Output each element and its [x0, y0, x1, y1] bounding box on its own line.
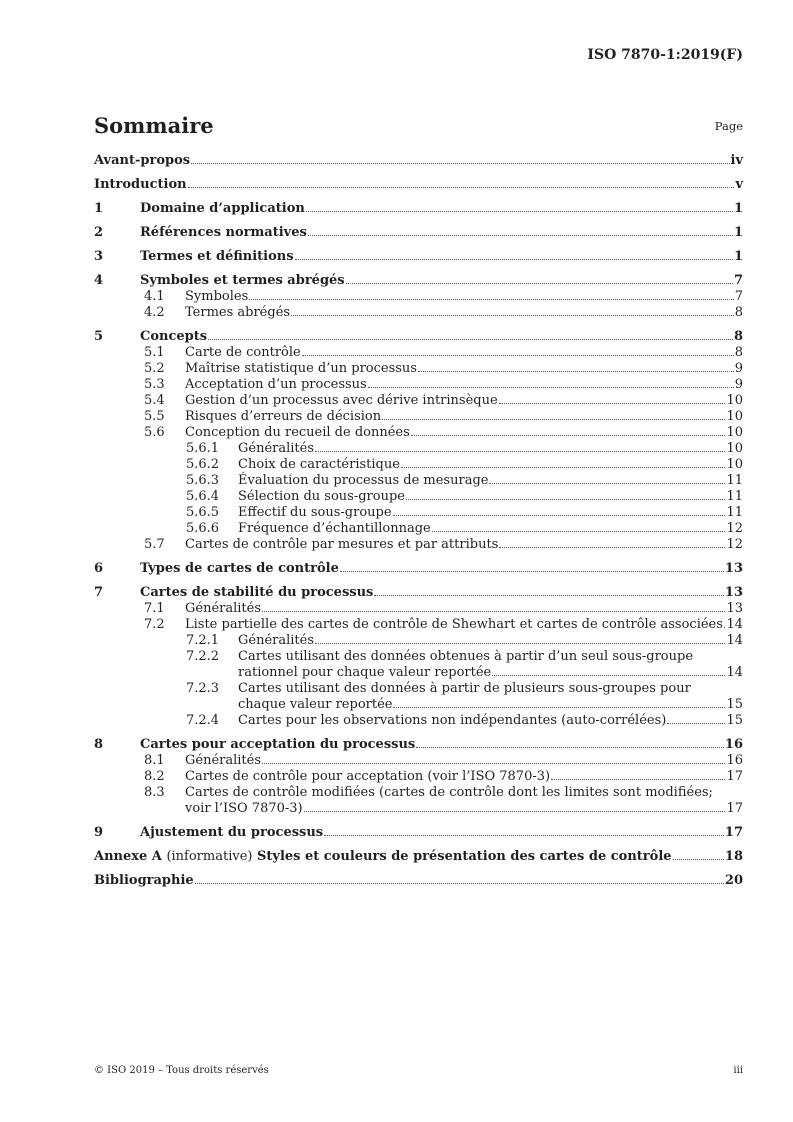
- toc-entry-text: Domaine d’application: [140, 201, 305, 216]
- toc-page-number: 11: [726, 505, 743, 520]
- toc-section-number: 5.5: [144, 409, 165, 424]
- dot-leader: [416, 747, 724, 748]
- toc-section-number: 5.6.2: [186, 457, 220, 472]
- toc-section-number: 2: [94, 225, 104, 240]
- dot-leader: [249, 299, 733, 300]
- toc-entry-text: Cartes pour acceptation du processus: [140, 737, 416, 752]
- dot-leader: [262, 763, 725, 764]
- dot-leader: [324, 835, 724, 836]
- toc-entry-text: Références normatives: [140, 225, 307, 240]
- toc-entry-7-2-1[interactable]: [94, 633, 743, 649]
- toc-section-number: 4.1: [144, 289, 165, 304]
- toc-page-number: 10: [726, 457, 743, 472]
- toc-entry-4-2[interactable]: [94, 305, 743, 321]
- toc-page-number: 10: [726, 393, 743, 408]
- toc-entry-text: Types de cartes de contrôle: [140, 561, 339, 576]
- page-column-label: Page: [714, 119, 743, 133]
- toc-section-number: 8.3: [144, 785, 165, 800]
- footer-copyright: © ISO 2019 – Tous droits réservés: [94, 1065, 269, 1076]
- toc-entry-text: Cartes pour les observations non indépendantes (auto-corrélées): [238, 713, 667, 728]
- toc-section-number: 8: [94, 737, 104, 752]
- dot-leader: [382, 419, 725, 420]
- toc-entry-text-line2: chaque valeur reportée: [238, 697, 393, 712]
- toc-entry-text: Termes abrégés: [185, 305, 291, 320]
- dot-leader: [315, 451, 725, 452]
- annex-label: Annexe A: [94, 849, 162, 864]
- dot-leader: [291, 315, 734, 316]
- toc-entry-7-2-3[interactable]: [94, 681, 743, 713]
- toc-entry-text: Généralités: [185, 601, 262, 616]
- annex-informative: (informative): [166, 849, 253, 864]
- toc-section-number: 7.2.4: [186, 713, 220, 728]
- toc-entry-7-1[interactable]: [94, 601, 743, 617]
- dot-leader: [551, 779, 725, 780]
- dot-leader: [489, 483, 725, 484]
- toc-entry-text: Généralités: [238, 633, 315, 648]
- dot-leader: [418, 371, 734, 372]
- toc-entry-section-7[interactable]: [94, 585, 743, 601]
- toc-entry-text: Bibliographie: [94, 873, 194, 888]
- toc-entry-text: Généralités: [185, 753, 262, 768]
- toc-section-number: 5.6.5: [186, 505, 220, 520]
- dot-leader: [432, 531, 726, 532]
- toc-entry-section-5[interactable]: [94, 329, 743, 345]
- toc-entry-text: Sélection du sous-groupe: [238, 489, 405, 504]
- toc-page-number: 20: [724, 873, 743, 888]
- toc-entry-text: Évaluation du processus de mesurage: [238, 473, 489, 488]
- toc-section-number: 5.6.4: [186, 489, 220, 504]
- toc-entry-bibliographie[interactable]: [94, 873, 743, 889]
- page-title: Sommaire: [94, 113, 214, 138]
- toc-section-number: 5.1: [144, 345, 165, 360]
- dot-leader: [304, 811, 726, 812]
- toc-section-number: 5.3: [144, 377, 165, 392]
- dot-leader: [315, 643, 725, 644]
- toc-entry-text: Maîtrise statistique d’un processus: [185, 361, 417, 376]
- toc-page-number: 1: [733, 201, 743, 216]
- toc-entry-5-6-6[interactable]: [94, 521, 743, 537]
- toc-page-number: 13: [726, 601, 743, 616]
- toc-entry-8-1[interactable]: [94, 753, 743, 769]
- toc-entry-text: Symboles: [185, 289, 249, 304]
- toc-entry-7-2[interactable]: [94, 617, 743, 633]
- dot-leader: [262, 611, 725, 612]
- toc-entry-text: Liste partielle des cartes de contrôle de Shewhart et cartes de contrôle associées: [185, 617, 723, 632]
- dot-leader: [411, 435, 726, 436]
- dot-leader: [673, 859, 724, 860]
- toc-page-number: 12: [726, 537, 743, 552]
- dot-leader: [340, 571, 724, 572]
- toc-section-number: 6: [94, 561, 104, 576]
- toc-section-number: 8.1: [144, 753, 165, 768]
- toc-page-number: 18: [724, 849, 743, 864]
- toc-entry-text-line2: rationnel pour chaque valeur reportée: [238, 665, 492, 680]
- table-of-contents: [94, 153, 743, 889]
- toc-page-number: 14: [726, 633, 743, 648]
- toc-page-number: iv: [730, 153, 743, 168]
- toc-entry-5-1[interactable]: [94, 345, 743, 361]
- toc-entry-5-2[interactable]: [94, 361, 743, 377]
- toc-entry-5-6[interactable]: [94, 425, 743, 441]
- dot-leader: [499, 547, 725, 548]
- toc-page-number: 8: [733, 329, 743, 344]
- toc-section-number: 7.2: [144, 617, 165, 632]
- toc-entry-section-3[interactable]: [94, 249, 743, 265]
- toc-section-number: 1: [94, 201, 104, 216]
- toc-entry-section-4[interactable]: [94, 273, 743, 289]
- dot-leader: [295, 259, 733, 260]
- toc-entry-7-2-4[interactable]: [94, 713, 743, 729]
- footer-page-number: iii: [733, 1065, 743, 1076]
- toc-entry-text: Gestion d’un processus avec dérive intrinsèque: [185, 393, 498, 408]
- toc-page-number: 1: [733, 249, 743, 264]
- toc-page-number: 17: [726, 801, 743, 816]
- toc-section-number: 4.2: [144, 305, 165, 320]
- toc-page-number: 7: [734, 289, 743, 304]
- toc-page-number: 16: [724, 737, 743, 752]
- toc-page-number: 17: [726, 769, 743, 784]
- toc-entry-5-6-4[interactable]: [94, 489, 743, 505]
- toc-entry-5-7[interactable]: [94, 537, 743, 553]
- toc-entry-section-8[interactable]: [94, 737, 743, 753]
- toc-entry-text-line1: Cartes de contrôle modifiées (cartes de contrôle dont les limites sont modifiées;: [185, 785, 713, 800]
- toc-entry-8-2[interactable]: [94, 769, 743, 785]
- toc-entry-section-9[interactable]: [94, 825, 743, 841]
- toc-page-number: 7: [733, 273, 743, 288]
- toc-entry-5-4[interactable]: [94, 393, 743, 409]
- toc-section-number: 5.6.6: [186, 521, 220, 536]
- toc-entry-text: Termes et définitions: [140, 249, 294, 264]
- toc-page-number: 15: [726, 697, 743, 712]
- toc-section-number: 5.6.3: [186, 473, 220, 488]
- toc-page-number: 11: [726, 489, 743, 504]
- dot-leader: [191, 163, 729, 164]
- toc-entry-5-3[interactable]: [94, 377, 743, 393]
- dot-leader: [401, 467, 726, 468]
- toc-page-number: 12: [726, 521, 743, 536]
- toc-entry-introduction[interactable]: [94, 177, 743, 193]
- dot-leader: [492, 675, 725, 676]
- toc-page-number: 16: [726, 753, 743, 768]
- toc-page-number: 9: [734, 361, 743, 376]
- toc-page-number: 14: [726, 617, 743, 632]
- toc-entry-text: Acceptation d’un processus: [185, 377, 367, 392]
- toc-entry-text: Cartes de stabilité du processus: [140, 585, 374, 600]
- dot-leader: [406, 499, 725, 500]
- toc-entry-text: Choix de caractéristique: [238, 457, 400, 472]
- toc-section-number: 5.6.1: [186, 441, 220, 456]
- toc-entry-annex-a[interactable]: [94, 849, 743, 865]
- toc-page-number: 15: [726, 713, 743, 728]
- toc-entry-section-6[interactable]: [94, 561, 743, 577]
- toc-section-number: 5.6: [144, 425, 165, 440]
- toc-entry-5-6-2[interactable]: [94, 457, 743, 473]
- document-id: ISO 7870-1:2019(F): [587, 47, 743, 63]
- toc-entry-text: Cartes de contrôle par mesures et par attributs: [185, 537, 499, 552]
- toc-entry-text: Conception du recueil de données: [185, 425, 410, 440]
- toc-section-number: 8.2: [144, 769, 165, 784]
- dot-leader: [368, 387, 734, 388]
- toc-section-number: 5.4: [144, 393, 165, 408]
- toc-section-number: 3: [94, 249, 104, 264]
- toc-page-number: 10: [726, 409, 743, 424]
- toc-section-number: 5.2: [144, 361, 165, 376]
- toc-page-number: 14: [726, 665, 743, 680]
- toc-page-number: 13: [724, 561, 743, 576]
- dot-leader: [188, 187, 735, 188]
- toc-section-number: 7.1: [144, 601, 165, 616]
- dot-leader: [306, 211, 733, 212]
- toc-section-number: 5: [94, 329, 104, 344]
- toc-entry-text-line1: Cartes utilisant des données obtenues à partir d’un seul sous-groupe: [238, 649, 694, 664]
- dot-leader: [346, 283, 733, 284]
- toc-entry-text: Fréquence d’échantillonnage: [238, 521, 431, 536]
- toc-entry-text: Avant-propos: [94, 153, 191, 168]
- toc-entry-text: Introduction: [94, 177, 187, 192]
- toc-section-number: 7.2.2: [186, 649, 220, 664]
- dot-leader: [393, 707, 725, 708]
- dot-leader: [499, 403, 726, 404]
- toc-entry-text: Carte de contrôle: [185, 345, 301, 360]
- toc-page-number: 10: [726, 441, 743, 456]
- toc-section-number: 7.2.1: [186, 633, 220, 648]
- toc-page-number: 1: [733, 225, 743, 240]
- toc-page-number: 8: [734, 305, 743, 320]
- toc-entry-5-6-3[interactable]: [94, 473, 743, 489]
- toc-entry-text: Symboles et termes abrégés: [140, 273, 345, 288]
- dot-leader: [195, 883, 724, 884]
- toc-entry-5-6-1[interactable]: [94, 441, 743, 457]
- toc-entry-text: Styles et couleurs de présentation des cartes de contrôle: [257, 849, 672, 864]
- toc-section-number: 7: [94, 585, 104, 600]
- toc-page-number: 8: [734, 345, 743, 360]
- dot-leader: [208, 339, 733, 340]
- toc-entry-5-5[interactable]: [94, 409, 743, 425]
- toc-entry-text-line2: voir l’ISO 7870-3): [185, 801, 303, 816]
- toc-entry-5-6-5[interactable]: [94, 505, 743, 521]
- toc-entry-text: Ajustement du processus: [140, 825, 324, 840]
- dot-leader: [393, 515, 726, 516]
- toc-entry-4-1[interactable]: [94, 289, 743, 305]
- toc-section-number: 5.7: [144, 537, 165, 552]
- toc-entry-7-2-2[interactable]: [94, 649, 743, 681]
- dot-leader: [302, 355, 734, 356]
- toc-entry-section-2[interactable]: [94, 225, 743, 241]
- toc-entry-avant-propos[interactable]: [94, 153, 743, 169]
- toc-section-number: 4: [94, 273, 104, 288]
- toc-entry-text-line1: Cartes utilisant des données à partir de plusieurs sous-groupes pour: [238, 681, 691, 696]
- toc-page-number: 10: [726, 425, 743, 440]
- toc-page-number: 17: [724, 825, 743, 840]
- dot-leader: [724, 627, 726, 628]
- toc-section-number: 9: [94, 825, 104, 840]
- toc-entry-text: Concepts: [140, 329, 208, 344]
- toc-entry-text: Généralités: [238, 441, 315, 456]
- toc-entry-text: Cartes de contrôle pour acceptation (voir l’ISO 7870-3): [185, 769, 551, 784]
- toc-entry-text: Effectif du sous-groupe: [238, 505, 392, 520]
- toc-page-number: 11: [726, 473, 743, 488]
- toc-entry-text: Risques d’erreurs de décision: [185, 409, 382, 424]
- toc-page-number: v: [735, 177, 743, 192]
- toc-page-number: 9: [734, 377, 743, 392]
- dot-leader: [374, 595, 724, 596]
- toc-page-number: 13: [724, 585, 743, 600]
- toc-entry-8-3[interactable]: [94, 785, 743, 817]
- toc-section-number: 7.2.3: [186, 681, 220, 696]
- dot-leader: [308, 235, 733, 236]
- dot-leader: [667, 723, 725, 724]
- toc-entry-section-1[interactable]: [94, 201, 743, 217]
